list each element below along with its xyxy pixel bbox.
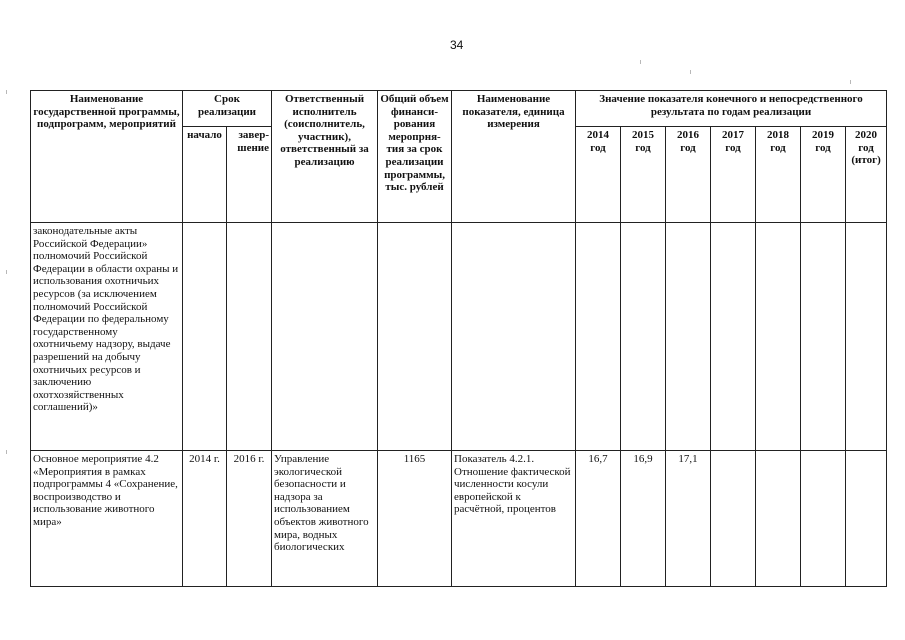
row-finance: 1165	[378, 451, 452, 587]
row-finance	[378, 223, 452, 451]
program-table	[30, 90, 887, 587]
row-value	[711, 223, 756, 451]
row-indicator	[452, 223, 576, 451]
table-row	[31, 223, 887, 451]
header-indicator: Наименование показателя, единица измерения	[452, 91, 576, 223]
row-start	[183, 223, 227, 451]
table-row	[31, 451, 887, 587]
header-year: 2019 год	[801, 127, 846, 223]
header-start: начало	[183, 127, 227, 223]
row-value	[801, 223, 846, 451]
row-name: Основное мероприятие 4.2 «Мероприятия в рамках подпрограммы 4 «Сохранение, воспроизводство и использование животного мира»	[31, 451, 183, 587]
row-value	[711, 451, 756, 587]
scan-mark	[6, 270, 7, 274]
scan-mark	[850, 80, 851, 84]
row-end: 2016 г.	[227, 451, 272, 587]
scan-mark	[640, 60, 641, 64]
header-executor: Ответственный исполнитель (соисполнитель, участник), ответственный за реализацию	[272, 91, 378, 223]
header-finance: Общий объем финанси-рования меропрня-тия за срок реализации программы, тыс. рублей	[378, 91, 452, 223]
row-start: 2014 г.	[183, 451, 227, 587]
row-executor: Управление экологической безопасности и надзора за использованием объектов животного мира, водных биологических	[272, 451, 378, 587]
header-year: 2017 год	[711, 127, 756, 223]
header-year: 2018 год	[756, 127, 801, 223]
header-values: Значение показателя конечного и непосредственного результата по годам реализации	[576, 91, 887, 127]
row-name: законодательные акты Российской Федерации» полномочий Российской Федерации в области охраны и использования охотничьих ресурсов (за исключением полномочий Российской Федерации по федеральному государственному охотничьему надзору, выдаче разрешений на добычу охотничьих ресурсов и заключению охотхозяйственных соглашений)»	[31, 223, 183, 451]
row-value: 16,9	[621, 451, 666, 587]
row-indicator: Показатель 4.2.1. Отношение фактической численности косули европейской к расчётной, процентов	[452, 451, 576, 587]
header-year: 2015 год	[621, 127, 666, 223]
scan-mark	[6, 90, 7, 94]
header-name: Наименование государственной программы, подпрограмм, мероприятий	[31, 91, 183, 223]
row-value: 16,7	[576, 451, 621, 587]
header-term: Срок реализации	[183, 91, 272, 127]
header-year: 2020 год (итог)	[846, 127, 887, 223]
page-number: 34	[450, 38, 464, 52]
row-end	[227, 223, 272, 451]
header-end: завер-шение	[227, 127, 272, 223]
row-value	[801, 451, 846, 587]
row-value	[576, 223, 621, 451]
row-value	[846, 451, 887, 587]
row-value	[666, 223, 711, 451]
row-value	[846, 223, 887, 451]
row-executor	[272, 223, 378, 451]
scan-mark	[6, 450, 7, 454]
header-year: 2016 год	[666, 127, 711, 223]
row-value	[621, 223, 666, 451]
scan-mark	[690, 70, 691, 74]
row-value	[756, 223, 801, 451]
row-value: 17,1	[666, 451, 711, 587]
header-year: 2014 год	[576, 127, 621, 223]
row-value	[756, 451, 801, 587]
